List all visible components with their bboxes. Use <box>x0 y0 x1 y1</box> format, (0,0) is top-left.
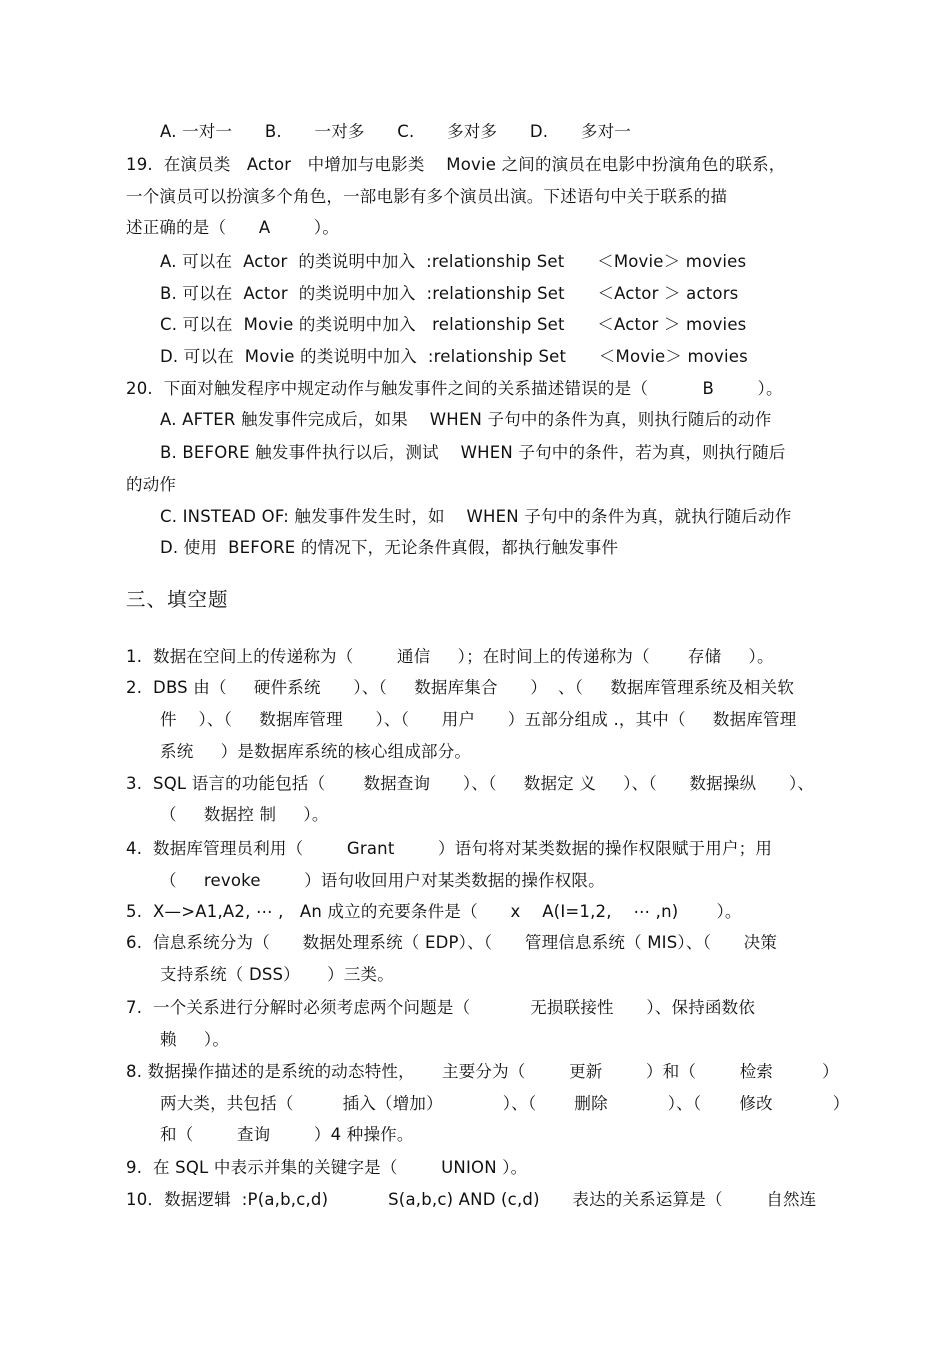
fill-q8-line-1: 8. 数据操作描述的是系统的动态特性， 主要分为（ 更新 ）和（ 检索 ） <box>126 1062 839 1081</box>
q20-option-a: A. AFTER 触发事件完成后，如果 WHEN 子句中的条件为真，则执行随后的动作 <box>160 410 772 429</box>
q20-option-b-line-1: B. BEFORE 触发事件执行以后，测试 WHEN 子句中的条件，若为真，则执行随后 <box>160 443 786 462</box>
q20-option-b-line-2: 的动作 <box>126 475 177 494</box>
fill-q2-line-2: 件 ）、（ 数据库管理 ）、（ 用户 ）五部分组成 .，其中（ 数据库管理 <box>160 710 797 729</box>
fill-q9-line: 9. 在 SQL 中表示并集的关键字是（ UNION ）。 <box>126 1158 528 1177</box>
fill-q7-line-2: 赖 ）。 <box>160 1030 230 1049</box>
q19-stem-line-3: 述正确的是（ A ）。 <box>126 218 340 237</box>
fill-q2-line-3: 系统 ）是数据库系统的核心组成部分。 <box>160 742 472 761</box>
fill-q6-line-2: 支持系统（ DSS） ）三类。 <box>160 965 394 984</box>
q20-stem-line: 20. 下面对触发程序中规定动作与触发事件之间的关系描述错误的是（ B ）。 <box>126 379 783 398</box>
q19-option-b: B. 可以在 Actor 的类说明中加入 :relationship Set ＜Actor ＞ actors <box>160 284 739 303</box>
fill-q2-line-1: 2. DBS 由（ 硬件系统 ）、（ 数据库集合 ） 、（ 数据库管理系统及相关软 <box>126 678 795 697</box>
fill-q4-line-1: 4. 数据库管理员利用（ Grant ）语句将对某类数据的操作权限赋于用户；用 <box>126 839 773 858</box>
fill-q5-line: 5. X—>A1,A2, ⋯ , An 成立的充要条件是（ x A(I=1,2, ⋯ ,n) ）。 <box>126 902 742 921</box>
q19-stem-line-2: 一个演员可以扮演多个角色，一部电影有多个演员出演。下述语句中关于联系的描 <box>126 187 728 206</box>
fill-q8-line-2: 两大类，共包括（ 插入（增加） ）、（ 删除 ）、（ 修改 ） <box>160 1094 850 1113</box>
q20-option-c: C. INSTEAD OF: 触发事件发生时，如 WHEN 子句中的条件为真，就执行随后动作 <box>160 507 792 526</box>
fill-q3-line-1: 3. SQL 语言的功能包括（ 数据查询 ）、（ 数据定 义 ）、（ 数据操纵 ）、 <box>126 774 815 793</box>
fill-q6-line-1: 6. 信息系统分为（ 数据处理系统（ EDP）、（ 管理信息系统（ MIS）、（ 决策 <box>126 933 778 952</box>
fill-q1-line: 1. 数据在空间上的传递称为（ 通信 ）；在时间上的传递称为（ 存储 ）。 <box>126 647 774 666</box>
q19-option-c: C. 可以在 Movie 的类说明中加入 relationship Set ＜Actor ＞ movies <box>160 315 747 334</box>
q19-option-d: D. 可以在 Movie 的类说明中加入 :relationship Set ＜Movie＞ movies <box>160 347 748 366</box>
fill-q10-line: 10．数据逻辑 :P(a,b,c,d) S(a,b,c) AND (c,d) 表达的关系运算是（ 自然连 <box>126 1190 817 1209</box>
section-heading-fill-in: 三、填空题 <box>126 588 229 611</box>
fill-q8-line-3: 和（ 查询 ）4 种操作。 <box>160 1125 414 1144</box>
fill-q4-line-2: （ revoke ）语句收回用户对某类数据的操作权限。 <box>160 871 605 890</box>
q18-options-line: A. 一对一 B. 一对多 C. 多对多 D. 多对一 <box>160 122 631 141</box>
fill-q3-line-2: （ 数据控 制 ）。 <box>160 805 329 824</box>
q19-stem-line-1: 19. 在演员类 Actor 中增加与电影类 Movie 之间的演员在电影中扮演角色的联系， <box>126 155 786 174</box>
fill-q7-line-1: 7. 一个关系进行分解时必须考虑两个问题是（ 无损联接性 ）、保持函数依 <box>126 998 756 1017</box>
q19-option-a: A. 可以在 Actor 的类说明中加入 :relationship Set ＜Movie＞ movies <box>160 252 747 271</box>
q20-option-d: D. 使用 BEFORE 的情况下，无论条件真假，都执行触发事件 <box>160 538 619 557</box>
